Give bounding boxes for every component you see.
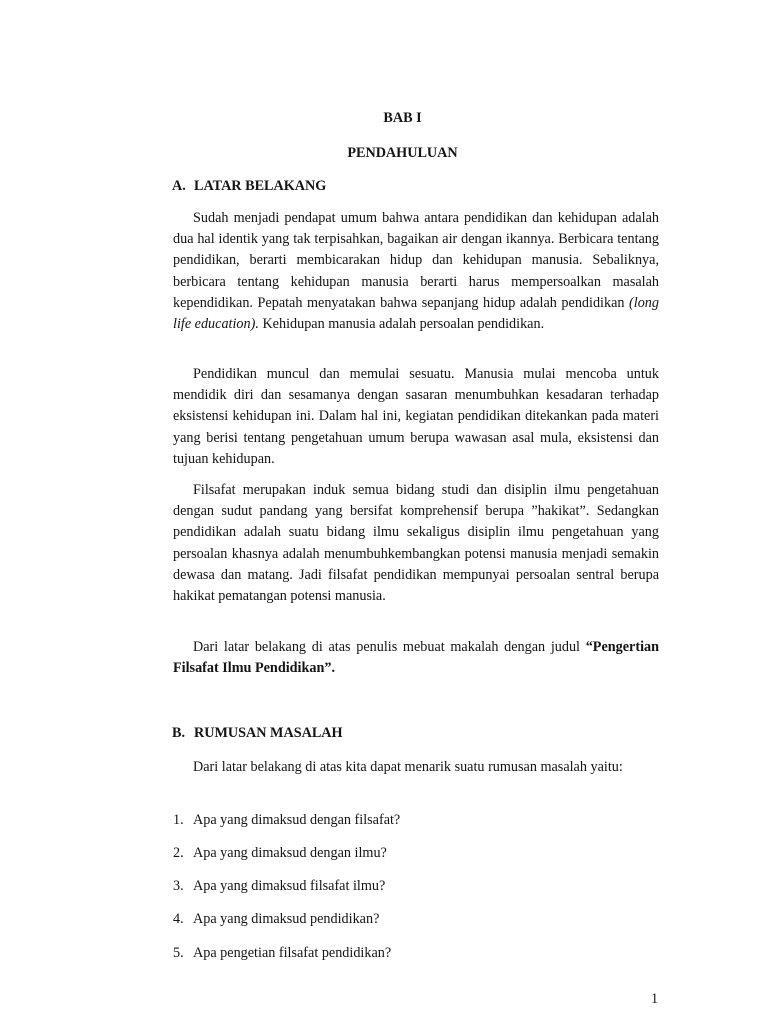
chapter-number: BAB I — [383, 110, 422, 126]
section-a-letter: A. — [172, 178, 186, 194]
list-item — [173, 945, 391, 962]
list-item-text: Apa pengetian filsafat pendidikan? — [193, 945, 392, 961]
paragraph-4 — [173, 637, 659, 679]
list-item-number: 1. — [173, 812, 184, 828]
section-b-intro: Dari latar belakang di atas kita dapat menarik suatu rumusan masalah yaitu: — [193, 759, 623, 775]
section-b-title: RUMUSAN MASALAH — [194, 725, 343, 741]
chapter-title: PENDAHULUAN — [347, 145, 458, 161]
paragraph-1 — [173, 208, 659, 335]
paragraph-1-tail: Kehidupan manusia adalah persoalan pendidikan. — [258, 316, 545, 333]
list-item-number: 3. — [173, 878, 184, 894]
list-item-text: Apa yang dimaksud dengan filsafat? — [193, 812, 401, 828]
paper-title: “Pengertian Filsafat Ilmu Pendidikan”. — [173, 639, 659, 677]
section-b-heading — [172, 725, 343, 742]
list-item-number: 5. — [173, 945, 184, 961]
list-item — [173, 845, 387, 862]
list-item-number: 4. — [173, 911, 184, 927]
section-a-title: LATAR BELAKANG — [194, 178, 327, 194]
section-a-heading — [172, 178, 326, 195]
page-number: 1 — [651, 991, 659, 1007]
list-item-number: 2. — [173, 845, 184, 861]
paragraph-1-italic: (long life education). — [173, 294, 659, 333]
paragraph-1-text: Sudah menjadi pendapat umum bahwa antara pendidikan dan kehidupan adalah dua hal identik yang tak terpisahkan, bagaikan air dengan ikannya. Berbicara tentang pendidikan, berarti membicarakan hidup dan kehidupan manusia. Sebaliknya, berbicara tentang kehidupan manusia berarti harus mempersoalkan masalah kependidikan. Pepatah menyatakan bahwa sepanjang hidup adalah pendidikan — [173, 210, 659, 311]
list-item — [173, 812, 400, 829]
list-item — [173, 878, 385, 895]
list-item-text: Apa yang dimaksud pendidikan? — [193, 911, 380, 927]
list-item-text: Apa yang dimaksud dengan ilmu? — [193, 845, 387, 861]
section-b-letter: B. — [172, 725, 186, 741]
paragraph-4-text: Dari latar belakang di atas penulis mebuat makalah dengan judul — [193, 639, 586, 655]
paragraph-3: Filsafat merupakan induk semua bidang studi dan disiplin ilmu pengetahuan dengan sudut pandang yang bersifat komprehensif berupa ”hakikat”. Sedangkan pendidikan adalah suatu bidang ilmu sekaligus disiplin ilmu pengetahuan yang persoalan khasnya adalah menumbuhkembangkan potensi manusia menjadi semakin dewasa dan matang. Jadi filsafat pendidikan mempunyai persoalan sentral berupa hakikat pematangan potensi manusia. — [173, 482, 659, 605]
list-item — [173, 911, 379, 928]
paragraph-2: Pendidikan muncul dan memulai sesuatu. Manusia mulai mencoba untuk mendidik diri dan sesamanya dengan sasaran menumbuhkan kesadaran terhadap eksistensi kehidupan ini. Dalam hal ini, kegiatan pendidikan ditekankan pada materi yang berisi tentang pengetahuan umum berupa wawasan asal mula, eksistensi dan tujuan kehidupan. — [173, 366, 659, 467]
list-item-text: Apa yang dimaksud filsafat ilmu? — [193, 878, 386, 894]
